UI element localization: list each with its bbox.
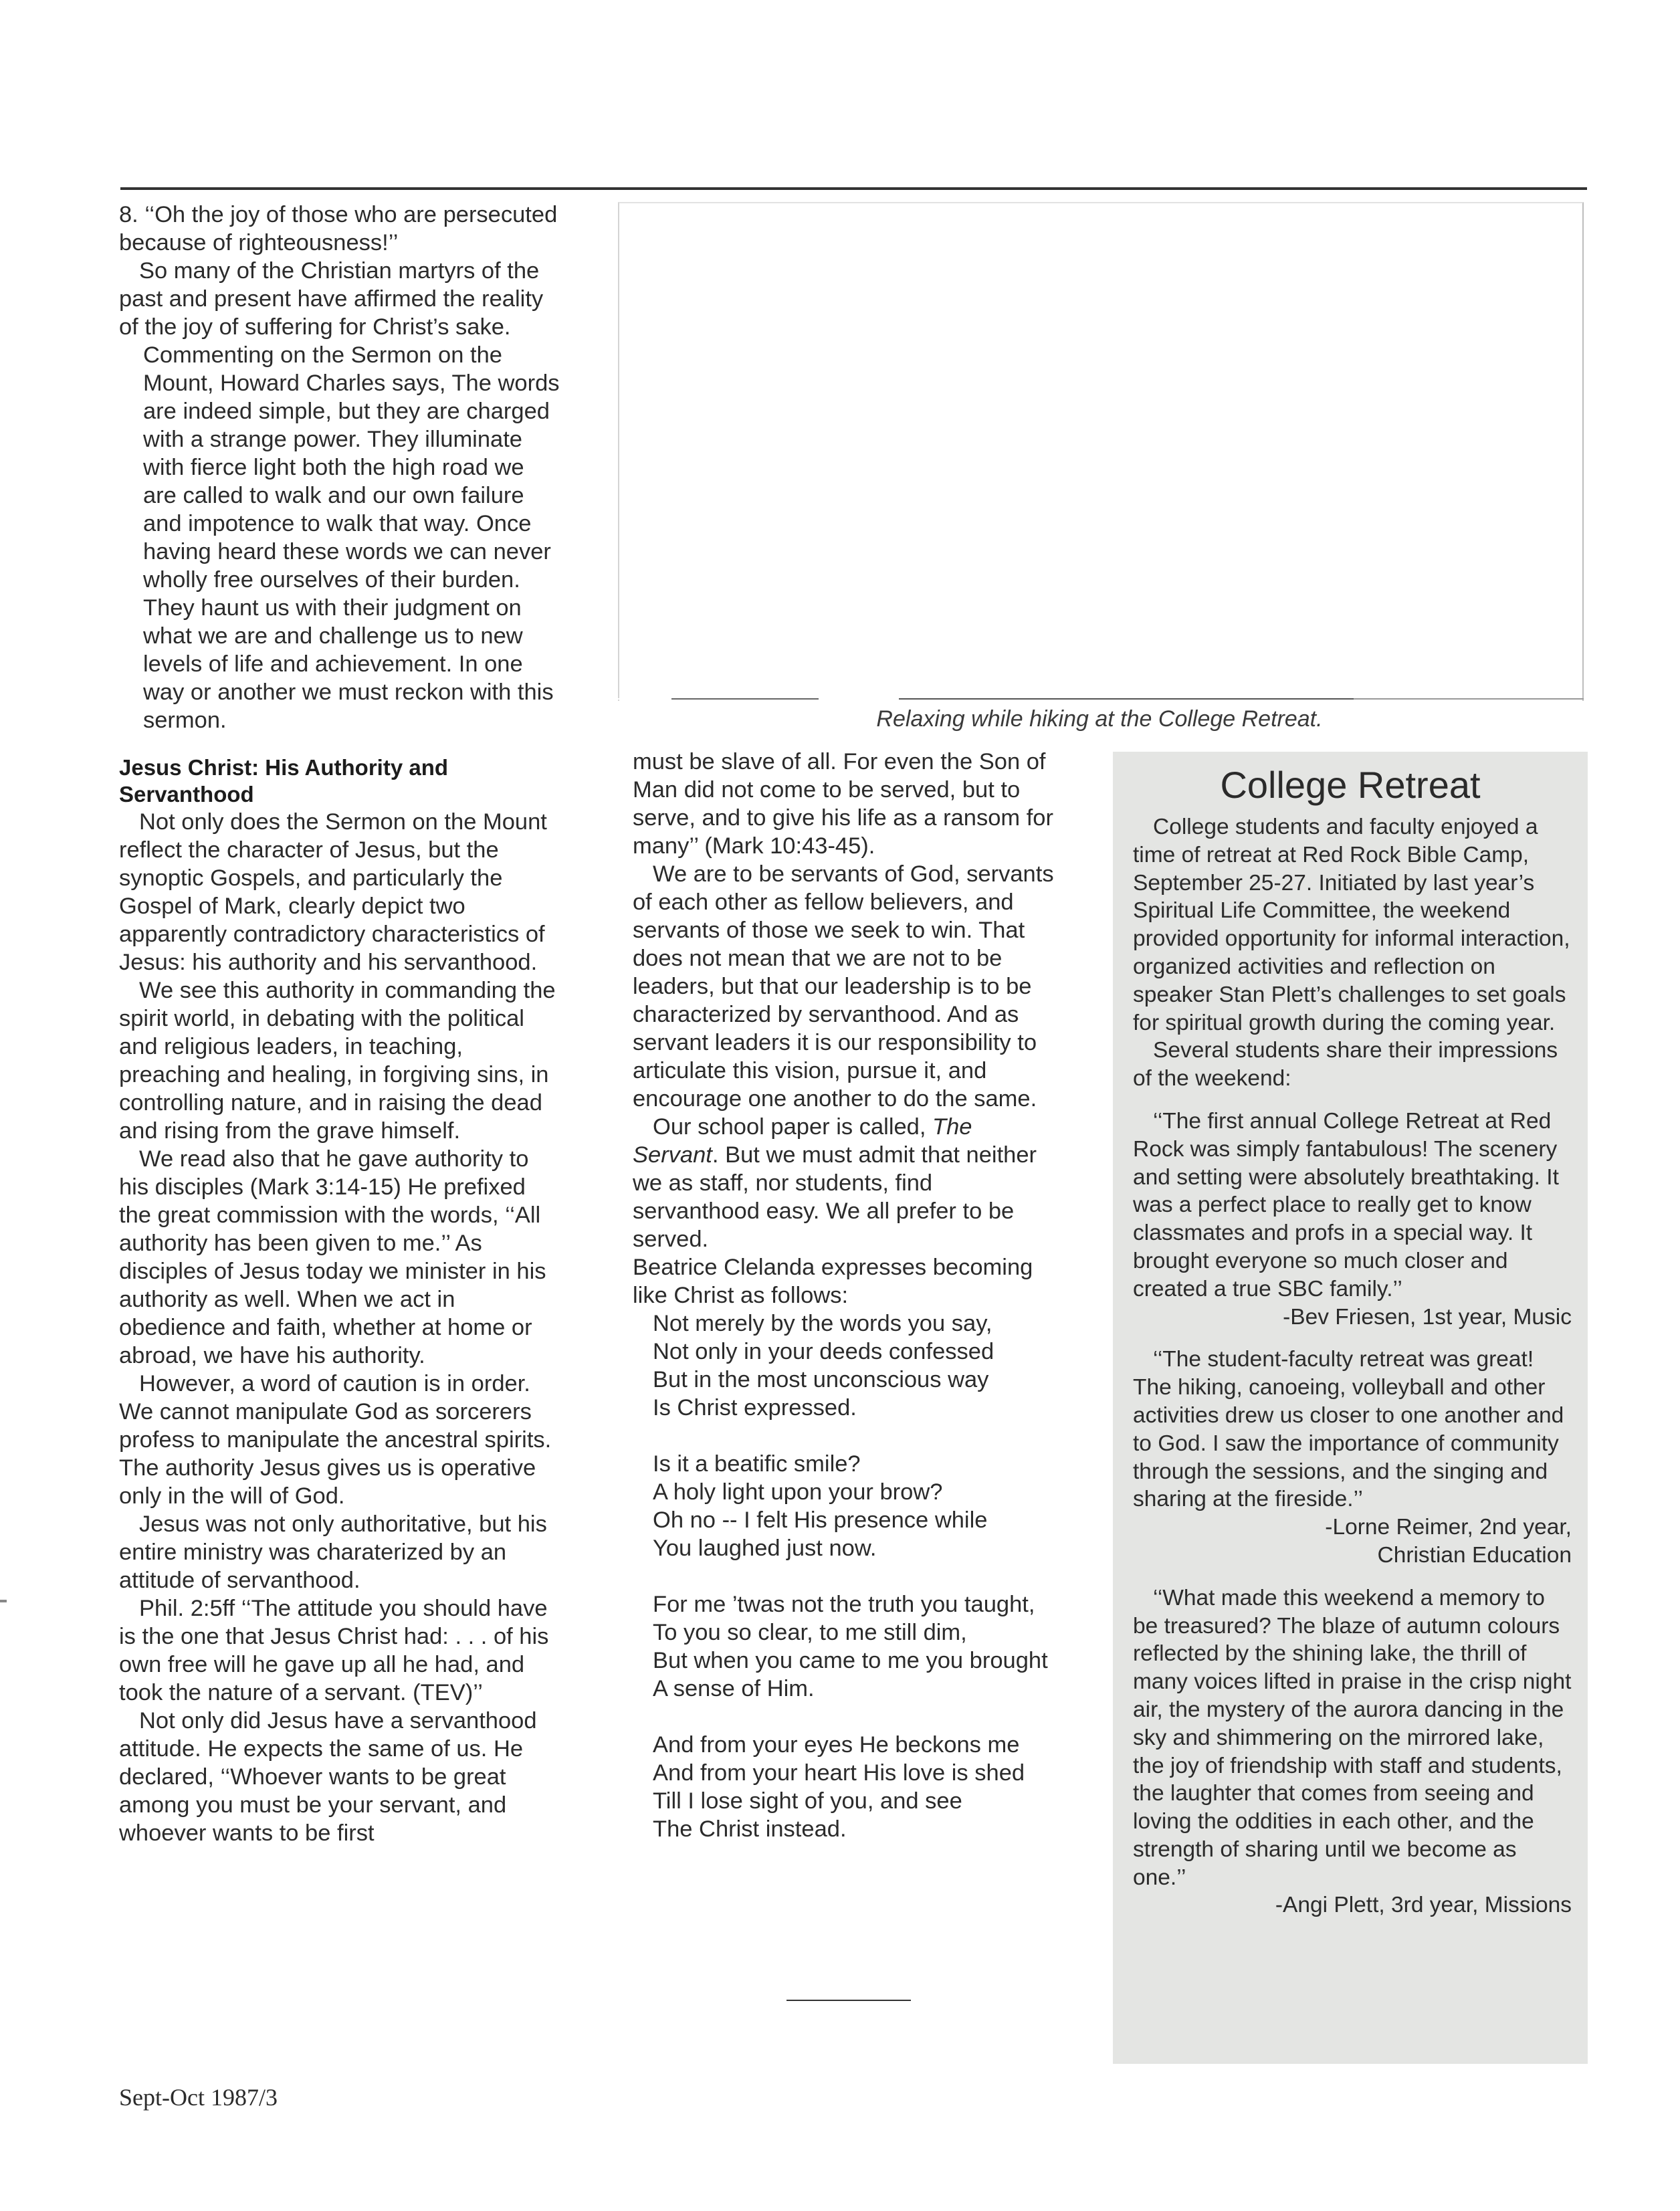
photo-placeholder: [618, 202, 1584, 701]
top-rule: [120, 187, 1587, 190]
paragraph: However, a word of caution is in order. We cannot manipulate God as sorcerers profess to manipulate the ancestral spirits. The authority Jesus gives us is operative only in the will of God.: [119, 1371, 552, 1509]
paragraph: 8. ‘‘Oh the joy of those who are persecuted because of righteousness!’’: [119, 202, 558, 255]
poem-line: Oh no -- I felt His presence while: [653, 1507, 988, 1533]
paragraph: Several students share their impressions of the weekend:: [1133, 1038, 1558, 1091]
sidebar-title: College Retreat: [1220, 764, 1481, 806]
article-column-2: [633, 748, 1061, 1843]
poem-stanza: [653, 1590, 1061, 1703]
paragraph: College students and faculty enjoyed a time of retreat at Red Rock Bible Camp, September 25-27. Initiated by last year’s Spiritual Life Committee, the weekend provided opportunity for informal interaction, organized activities and reflection on speaker Stan Plett’s challenges to set goals for spiritual growth during the coming year.: [1133, 815, 1570, 1035]
paragraph: We see this authority in commanding the spirit world, in debating with the political and religious leaders, in teaching, preaching and healing, in forgiving sins, in controlling nature, and in raising the dead and rising from the grave himself.: [119, 978, 556, 1144]
paragraph: must be slave of all. For even the Son of Man did not come to be served, but to serve, and to give his life as a ransom for many’’ (Mark 10:43-45).: [633, 749, 1053, 859]
poem-line: And from your eyes He beckons me: [653, 1732, 1020, 1758]
poem-line: Is it a beatific smile?: [653, 1451, 861, 1477]
paragraph: We read also that he gave authority to his disciples (Mark 3:14-15) He prefixed the great commission with the words, ‘‘All authority has been given to me.’’ As disciples of Jesus today we minister in his authority as well. When we act in obedience and faith, whether at home or abroad, we have his authority.: [119, 1146, 546, 1368]
paragraph: Beatrice Clelanda expresses becoming like Christ as follows:: [633, 1255, 1033, 1308]
end-of-article-rule: [786, 2000, 911, 2001]
block-quote: Commenting on the Sermon on the Mount, Howard Charles says, The words are indeed simple, but they are charged with a strange power. They illuminate with fierce light both the high road we are called to walk and our own failure and impotence to walk that way. Once having heard these words we can never wholly free ourselves of their burden. They haunt us with their judgment on what we are and challenge us to new levels of life and achievement. In one way or another we must reckon with this sermon.: [143, 342, 560, 733]
poem-line: And from your heart His love is shed: [653, 1760, 1025, 1786]
poem-line: Not only in your deeds confessed: [653, 1339, 994, 1364]
poem-line: A holy light upon your brow?: [653, 1479, 943, 1505]
photo-caption: Relaxing while hiking at the College Retreat.: [876, 706, 1323, 732]
student-quote: ‘‘What made this weekend a memory to be treasured? The blaze of autumn colours reflected by the shining lake, the thrill of many voices lifted in praise in the crisp night air, the mystery of the aurora dancing in the sky and shimmering on the mirrored lake, the joy of friendship with staff and students, the laughter that comes from seeing and loving the oddities in each other, and the strength of sharing until we become as one.’’: [1133, 1585, 1572, 1890]
paragraph: [633, 1113, 1061, 1253]
paragraph-text: Our school paper is called,: [653, 1114, 933, 1140]
poem: [633, 1309, 1061, 1843]
college-retreat-sidebar: [1113, 752, 1588, 2064]
poem-line: The Christ instead.: [653, 1816, 847, 1842]
poem-line: A sense of Him.: [653, 1676, 815, 1701]
quote-attribution: Christian Education: [1377, 1542, 1572, 1568]
quote-attribution: -Angi Plett, 3rd year, Missions: [1275, 1893, 1572, 1918]
edge-mark: [0, 1600, 7, 1602]
photo-bottom-edge: [618, 698, 1584, 700]
paragraph: So many of the Christian martyrs of the past and present have affirmed the reality of the joy of suffering for Christ’s sake.: [119, 258, 544, 340]
paragraph: Jesus was not only authoritative, but his entire ministry was charaterized by an attitude of servanthood.: [119, 1511, 547, 1593]
student-quote: ‘‘The student-faculty retreat was great! The hiking, canoeing, volleyball and other activities drew us closer to one another and to God. I saw the importance of community through the sessions, and the singing and sharing at the fireside.’’: [1133, 1347, 1564, 1512]
quote-attribution: -Lorne Reimer, 2nd year,: [1325, 1515, 1572, 1540]
paragraph-text: . But we must admit that neither we as staff, nor students, find servanthood easy. We all prefer to be served.: [633, 1142, 1037, 1252]
poem-stanza: [653, 1309, 1061, 1422]
poem-line: Not merely by the words you say,: [653, 1311, 992, 1336]
student-quote: ‘‘The first annual College Retreat at Red Rock was simply fantabulous! The scenery and setting were absolutely breathtaking. It was a perfect place to really get to know classmates and profs in a special way. It brought everyone so much closer and created a true SBC family.’’: [1133, 1108, 1559, 1301]
poem-line: But in the most unconscious way: [653, 1367, 989, 1392]
article-column-1: [119, 201, 560, 1847]
poem-line: You laughed just now.: [653, 1536, 877, 1561]
paragraph: We are to be servants of God, servants of each other as fellow believers, and servants of those we seek to win. That does not mean that we are not to be leaders, but that our leadership is to be characterized by servanthood. And as servant leaders it is our responsibility to articulate this vision, pursue it, and encourage one another to do the same.: [633, 861, 1054, 1112]
poem-line: Till I lose sight of you, and see: [653, 1788, 962, 1814]
poem-line: To you so clear, to me still dim,: [653, 1620, 967, 1645]
paper-title: The Servant: [633, 1114, 972, 1168]
paragraph: Not only does the Sermon on the Mount reflect the character of Jesus, but the synoptic Gospels, and particularly the Gospel of Mark, clearly depict two apparently contradictory characteristics of Jesus: his authority and his servanthood.: [119, 809, 547, 975]
poem-line: Is Christ expressed.: [653, 1395, 857, 1420]
poem-stanza: [653, 1731, 1061, 1843]
poem-stanza: [653, 1450, 1061, 1562]
sidebar-body: [1133, 813, 1574, 1919]
paragraph: Not only did Jesus have a servanthood attitude. He expects the same of us. He declared, ‘‘Whoever wants to be great among you must be your servant, and whoever wants to be first: [119, 1708, 537, 1846]
section-heading: Jesus Christ: His Authority and Servanthood: [119, 755, 449, 807]
poem-line: But when you came to me you brought: [653, 1648, 1048, 1673]
quote-attribution: -Bev Friesen, 1st year, Music: [1283, 1304, 1572, 1330]
page-footer: Sept-Oct 1987/3: [119, 2084, 278, 2111]
poem-line: For me ’twas not the truth you taught,: [653, 1592, 1035, 1617]
paragraph: Phil. 2:5ff ‘‘The attitude you should have is the one that Jesus Christ had: . . . of his own free will he gave up all he had, and took the nature of a servant. (TEV)’’: [119, 1596, 549, 1705]
